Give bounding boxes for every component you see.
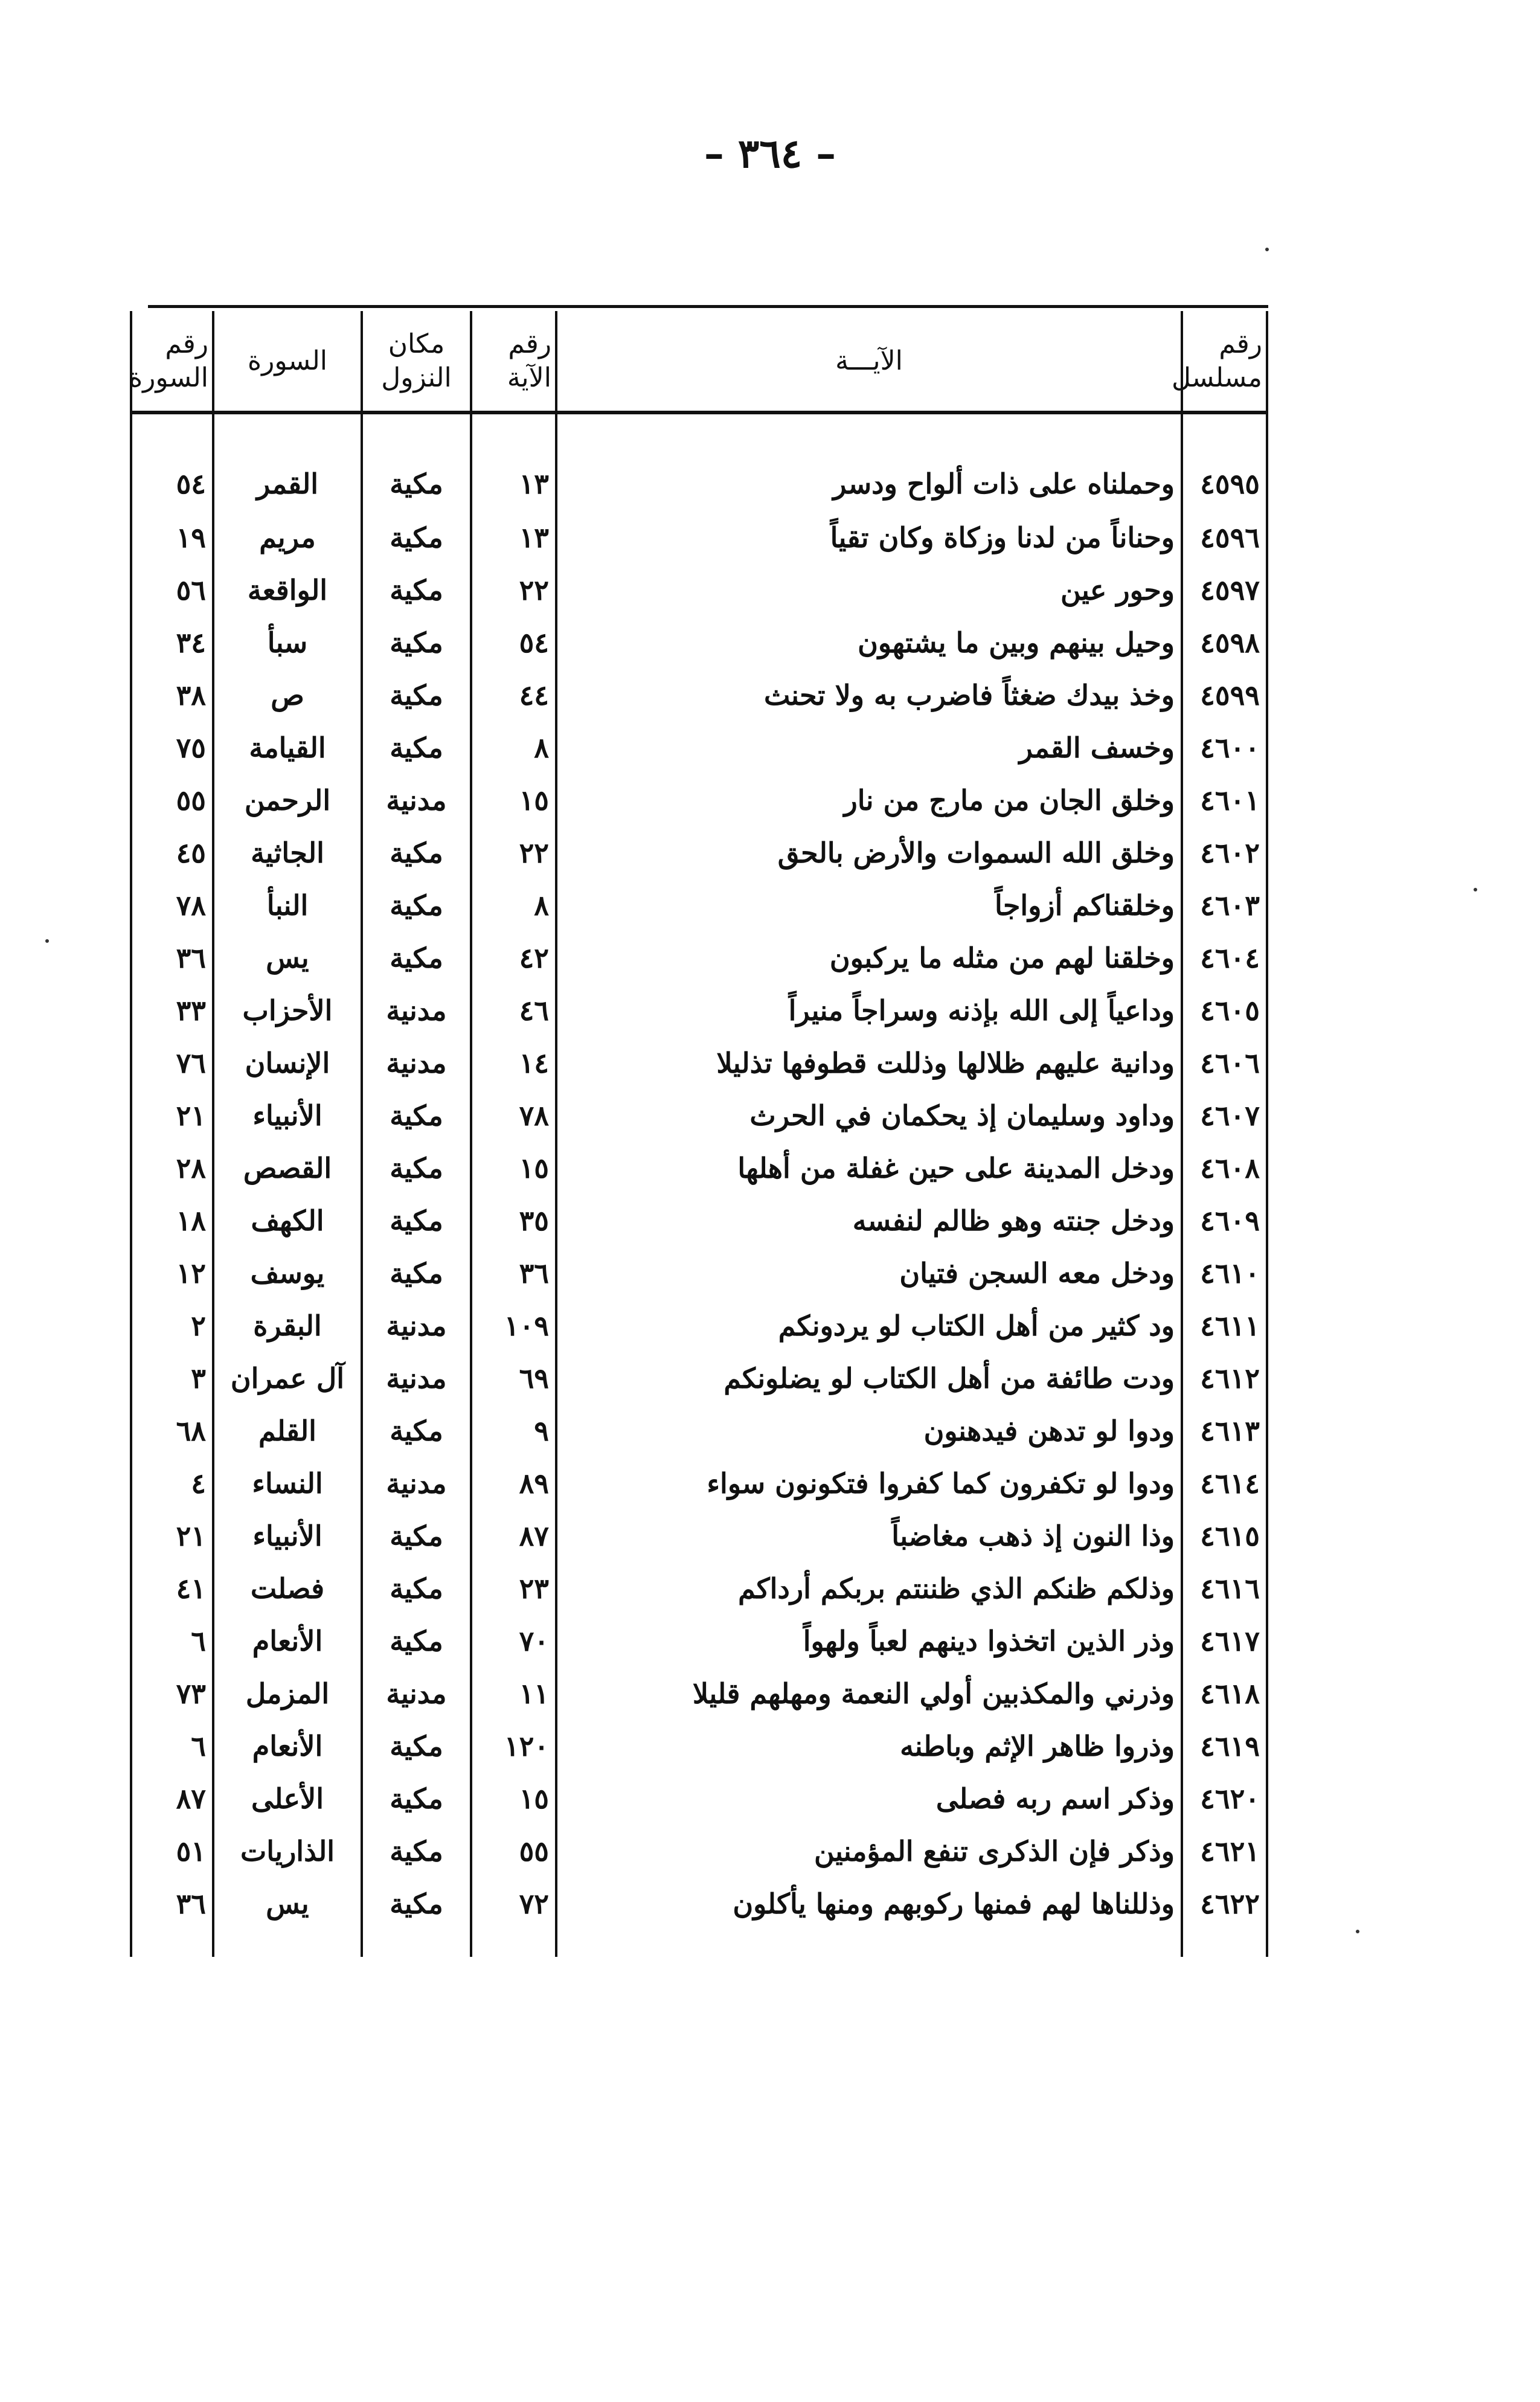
cell-ayah: وخذ بيدك ضغثاً فاضرب به ولا تحنث: [556, 669, 1182, 721]
cell-ayah-number: ٥٤: [471, 616, 556, 669]
table-body: [131, 413, 1267, 1957]
cell-ayah: ود كثير من أهل الكتاب لو يردونكم: [556, 1299, 1182, 1352]
cell-ayah: وداعياً إلى الله بإذنه وسراجاً منيراً: [556, 984, 1182, 1036]
cell-ayah-number: ٤٢: [471, 931, 556, 984]
cell-serial: ٤٦١٤: [1182, 1457, 1267, 1509]
table-row: [131, 616, 1267, 669]
cell-serial: ٤٦١٥: [1182, 1509, 1267, 1562]
cell-sura: الأحزاب: [213, 984, 362, 1036]
cell-place: مكية: [362, 1509, 471, 1562]
cell-place: مدنية: [362, 1299, 471, 1352]
cell-sura-number: ٦: [131, 1614, 213, 1667]
cell-sura: يوسف: [213, 1247, 362, 1299]
cell-place: مكية: [362, 413, 471, 511]
cell-place: مكية: [362, 1720, 471, 1772]
cell-sura-number: ١٨: [131, 1194, 213, 1247]
cell-serial: ٤٦٠٨: [1182, 1142, 1267, 1194]
cell-place: مكية: [362, 1089, 471, 1142]
cell-serial: ٤٦٠٧: [1182, 1089, 1267, 1142]
cell-serial: ٤٦٠٢: [1182, 826, 1267, 879]
cell-sura-number: ١٩: [131, 511, 213, 564]
cell-sura-number: ٣٨: [131, 669, 213, 721]
verse-index-table: [130, 311, 1268, 1957]
cell-ayah-number: ١٥: [471, 1142, 556, 1194]
cell-serial: ٤٦٢٠: [1182, 1772, 1267, 1825]
cell-serial: ٤٦١٧: [1182, 1614, 1267, 1667]
header-row: [131, 311, 1267, 413]
cell-sura: آل عمران: [213, 1352, 362, 1404]
table-row: [131, 1614, 1267, 1667]
scan-speck: [1474, 888, 1477, 891]
cell-sura: الكهف: [213, 1194, 362, 1247]
cell-ayah: وذكر اسم ربه فصلى: [556, 1772, 1182, 1825]
cell-ayah: وذرني والمكذبين أولي النعمة ومهلهم قليلا: [556, 1667, 1182, 1720]
cell-place: مكية: [362, 669, 471, 721]
cell-serial: ٤٥٩٨: [1182, 616, 1267, 669]
top-rule: [148, 305, 1268, 308]
table-row: [131, 1036, 1267, 1089]
cell-serial: ٤٦١٣: [1182, 1404, 1267, 1457]
cell-place: مدنية: [362, 774, 471, 826]
cell-sura: القمر: [213, 413, 362, 511]
verse-table: [130, 311, 1268, 1957]
cell-sura: المزمل: [213, 1667, 362, 1720]
cell-sura: الجاثية: [213, 826, 362, 879]
cell-serial: ٤٦٠٥: [1182, 984, 1267, 1036]
cell-sura: فصلت: [213, 1562, 362, 1614]
cell-ayah: وخلقناكم أزواجاً: [556, 879, 1182, 931]
cell-sura-number: ٥٥: [131, 774, 213, 826]
cell-ayah-number: ١٥: [471, 1772, 556, 1825]
cell-sura-number: ٤: [131, 1457, 213, 1509]
cell-sura: سبأ: [213, 616, 362, 669]
cell-place: مكية: [362, 1562, 471, 1614]
cell-serial: ٤٥٩٧: [1182, 564, 1267, 616]
cell-ayah-number: ٢٣: [471, 1562, 556, 1614]
cell-ayah: وخسف القمر: [556, 721, 1182, 774]
cell-serial: ٤٦٢١: [1182, 1825, 1267, 1877]
cell-ayah: وذللناها لهم فمنها ركوبهم ومنها يأكلون: [556, 1877, 1182, 1957]
table-row: [131, 1299, 1267, 1352]
cell-serial: ٤٦٠٠: [1182, 721, 1267, 774]
table-row: [131, 1247, 1267, 1299]
cell-ayah-number: ١٥: [471, 774, 556, 826]
cell-ayah-number: ٢٢: [471, 564, 556, 616]
table-row: [131, 564, 1267, 616]
cell-ayah: وخلقنا لهم من مثله ما يركبون: [556, 931, 1182, 984]
cell-place: مكية: [362, 1404, 471, 1457]
cell-place: مكية: [362, 879, 471, 931]
cell-sura: الأنعام: [213, 1720, 362, 1772]
scan-speck: [45, 939, 49, 943]
header-sura: السورة: [213, 311, 362, 413]
cell-ayah: وخلق الجان من مارج من نار: [556, 774, 1182, 826]
scan-speck: [1356, 1930, 1359, 1933]
cell-ayah: ودت طائفة من أهل الكتاب لو يضلونكم: [556, 1352, 1182, 1404]
cell-serial: ٤٦١٨: [1182, 1667, 1267, 1720]
cell-ayah-number: ٦٩: [471, 1352, 556, 1404]
cell-sura-number: ٣٤: [131, 616, 213, 669]
cell-sura-number: ٧٣: [131, 1667, 213, 1720]
cell-place: مكية: [362, 1247, 471, 1299]
cell-sura-number: ١٢: [131, 1247, 213, 1299]
cell-sura-number: ٧٦: [131, 1036, 213, 1089]
cell-serial: ٤٦٢٢: [1182, 1877, 1267, 1957]
cell-ayah-number: ١٠٩: [471, 1299, 556, 1352]
cell-ayah-number: ٤٦: [471, 984, 556, 1036]
cell-ayah-number: ٨٩: [471, 1457, 556, 1509]
cell-sura-number: ٢٨: [131, 1142, 213, 1194]
cell-sura-number: ٢١: [131, 1509, 213, 1562]
cell-ayah: وحيل بينهم وبين ما يشتهون: [556, 616, 1182, 669]
table-row: [131, 1667, 1267, 1720]
cell-ayah: وذر الذين اتخذوا دينهم لعباً ولهواً: [556, 1614, 1182, 1667]
cell-ayah: ودخل جنته وهو ظالم لنفسه: [556, 1194, 1182, 1247]
cell-sura-number: ٥١: [131, 1825, 213, 1877]
cell-place: مكية: [362, 1772, 471, 1825]
cell-sura: القيامة: [213, 721, 362, 774]
cell-serial: ٤٥٩٦: [1182, 511, 1267, 564]
cell-serial: ٤٥٩٩: [1182, 669, 1267, 721]
cell-place: مكية: [362, 511, 471, 564]
cell-place: مدنية: [362, 1036, 471, 1089]
table-row: [131, 1562, 1267, 1614]
cell-place: مكية: [362, 721, 471, 774]
table-row: [131, 511, 1267, 564]
cell-ayah: وخلق الله السموات والأرض بالحق: [556, 826, 1182, 879]
cell-serial: ٤٦٠٩: [1182, 1194, 1267, 1247]
cell-place: مكية: [362, 1877, 471, 1957]
cell-sura: الإنسان: [213, 1036, 362, 1089]
cell-place: مكية: [362, 1614, 471, 1667]
cell-sura: الأنبياء: [213, 1089, 362, 1142]
cell-sura-number: ٤١: [131, 1562, 213, 1614]
table-row: [131, 984, 1267, 1036]
table-row: [131, 721, 1267, 774]
cell-ayah: وذروا ظاهر الإثم وباطنه: [556, 1720, 1182, 1772]
table-row: [131, 669, 1267, 721]
cell-serial: ٤٦١٢: [1182, 1352, 1267, 1404]
cell-place: مكية: [362, 931, 471, 984]
cell-sura: البقرة: [213, 1299, 362, 1352]
cell-ayah: ودخل المدينة على حين غفلة من أهلها: [556, 1142, 1182, 1194]
cell-ayah-number: ٨٧: [471, 1509, 556, 1562]
cell-ayah-number: ٩: [471, 1404, 556, 1457]
cell-sura-number: ٦: [131, 1720, 213, 1772]
cell-sura: يس: [213, 931, 362, 984]
cell-place: مدنية: [362, 1352, 471, 1404]
cell-sura: النساء: [213, 1457, 362, 1509]
cell-place: مدنية: [362, 1667, 471, 1720]
cell-ayah-number: ٣٥: [471, 1194, 556, 1247]
table-row: [131, 826, 1267, 879]
cell-ayah-number: ١١: [471, 1667, 556, 1720]
cell-sura-number: ٢: [131, 1299, 213, 1352]
cell-ayah-number: ٢٢: [471, 826, 556, 879]
cell-ayah-number: ١٤: [471, 1036, 556, 1089]
cell-sura-number: ٢١: [131, 1089, 213, 1142]
cell-place: مكية: [362, 616, 471, 669]
cell-sura: القلم: [213, 1404, 362, 1457]
table-row: [131, 1457, 1267, 1509]
cell-ayah-number: ٨: [471, 721, 556, 774]
cell-serial: ٤٦٠١: [1182, 774, 1267, 826]
table-row: [131, 1352, 1267, 1404]
cell-sura-number: ٥٦: [131, 564, 213, 616]
cell-serial: ٤٦١١: [1182, 1299, 1267, 1352]
table-row: [131, 413, 1267, 511]
table-row: [131, 1142, 1267, 1194]
cell-sura-number: ٣٦: [131, 931, 213, 984]
cell-ayah: وذا النون إذ ذهب مغاضباً: [556, 1509, 1182, 1562]
scan-speck: [1265, 248, 1269, 251]
cell-place: مكية: [362, 1194, 471, 1247]
cell-ayah: وذلكم ظنكم الذي ظننتم بربكم أرداكم: [556, 1562, 1182, 1614]
cell-place: مكية: [362, 826, 471, 879]
cell-sura-number: ٣٣: [131, 984, 213, 1036]
cell-place: مكية: [362, 1142, 471, 1194]
table-row: [131, 1825, 1267, 1877]
table-row: [131, 1404, 1267, 1457]
table-row: [131, 1877, 1267, 1957]
cell-ayah-number: ٧٢: [471, 1877, 556, 1957]
cell-serial: ٤٦١٦: [1182, 1562, 1267, 1614]
cell-sura-number: ٨٧: [131, 1772, 213, 1825]
header-place: مكان النزول: [362, 311, 471, 413]
cell-ayah-number: ٣٦: [471, 1247, 556, 1299]
cell-sura: يس: [213, 1877, 362, 1957]
cell-serial: ٤٦٠٣: [1182, 879, 1267, 931]
cell-ayah-number: ٧٠: [471, 1614, 556, 1667]
cell-ayah: ودانية عليهم ظلالها وذللت قطوفها تذليلا: [556, 1036, 1182, 1089]
cell-sura-number: ٦٨: [131, 1404, 213, 1457]
cell-serial: ٤٦٠٦: [1182, 1036, 1267, 1089]
cell-ayah: وحملناه على ذات ألواح ودسر: [556, 413, 1182, 511]
cell-sura-number: ٧٥: [131, 721, 213, 774]
cell-serial: ٤٦١٠: [1182, 1247, 1267, 1299]
header-ayah-number: رقم الآية: [471, 311, 556, 413]
page-number: – ٣٦٤ –: [704, 130, 836, 177]
cell-sura: الأعلى: [213, 1772, 362, 1825]
cell-serial: ٤٥٩٥: [1182, 413, 1267, 511]
cell-sura-number: ٤٥: [131, 826, 213, 879]
cell-sura-number: ٥٤: [131, 413, 213, 511]
cell-sura-number: ٧٨: [131, 879, 213, 931]
table-row: [131, 774, 1267, 826]
cell-ayah: ودوا لو تدهن فيدهنون: [556, 1404, 1182, 1457]
cell-ayah-number: ٥٥: [471, 1825, 556, 1877]
cell-sura: الرحمن: [213, 774, 362, 826]
header-serial: رقم مسلسل: [1182, 311, 1267, 413]
cell-sura-number: ٣٦: [131, 1877, 213, 1957]
cell-ayah: ودخل معه السجن فتيان: [556, 1247, 1182, 1299]
cell-ayah: وداود وسليمان إذ يحكمان في الحرث: [556, 1089, 1182, 1142]
cell-ayah: وحور عين: [556, 564, 1182, 616]
cell-sura: الواقعة: [213, 564, 362, 616]
table-row: [131, 1720, 1267, 1772]
table-row: [131, 879, 1267, 931]
cell-ayah-number: ٤٤: [471, 669, 556, 721]
cell-serial: ٤٦٠٤: [1182, 931, 1267, 984]
table-row: [131, 1089, 1267, 1142]
cell-ayah-number: ١٣: [471, 413, 556, 511]
cell-ayah-number: ١٣: [471, 511, 556, 564]
cell-place: مكية: [362, 1825, 471, 1877]
table-row: [131, 931, 1267, 984]
cell-sura: مريم: [213, 511, 362, 564]
cell-place: مدنية: [362, 1457, 471, 1509]
cell-sura: الأنبياء: [213, 1509, 362, 1562]
cell-ayah-number: ٨: [471, 879, 556, 931]
cell-serial: ٤٦١٩: [1182, 1720, 1267, 1772]
cell-place: مدنية: [362, 984, 471, 1036]
cell-sura-number: ٣: [131, 1352, 213, 1404]
table-row: [131, 1194, 1267, 1247]
cell-ayah-number: ٧٨: [471, 1089, 556, 1142]
cell-sura: النبأ: [213, 879, 362, 931]
cell-place: مكية: [362, 564, 471, 616]
cell-sura: ص: [213, 669, 362, 721]
cell-ayah-number: ١٢٠: [471, 1720, 556, 1772]
cell-ayah: ودوا لو تكفرون كما كفروا فتكونون سواء: [556, 1457, 1182, 1509]
table-row: [131, 1772, 1267, 1825]
cell-sura: القصص: [213, 1142, 362, 1194]
header-ayah: الآيـــة: [556, 311, 1182, 413]
table-row: [131, 1509, 1267, 1562]
cell-sura: الأنعام: [213, 1614, 362, 1667]
cell-sura: الذاريات: [213, 1825, 362, 1877]
cell-ayah: وحناناً من لدنا وزكاة وكان تقياً: [556, 511, 1182, 564]
header-sura-number: رقم السورة: [131, 311, 213, 413]
cell-ayah: وذكر فإن الذكرى تنفع المؤمنين: [556, 1825, 1182, 1877]
